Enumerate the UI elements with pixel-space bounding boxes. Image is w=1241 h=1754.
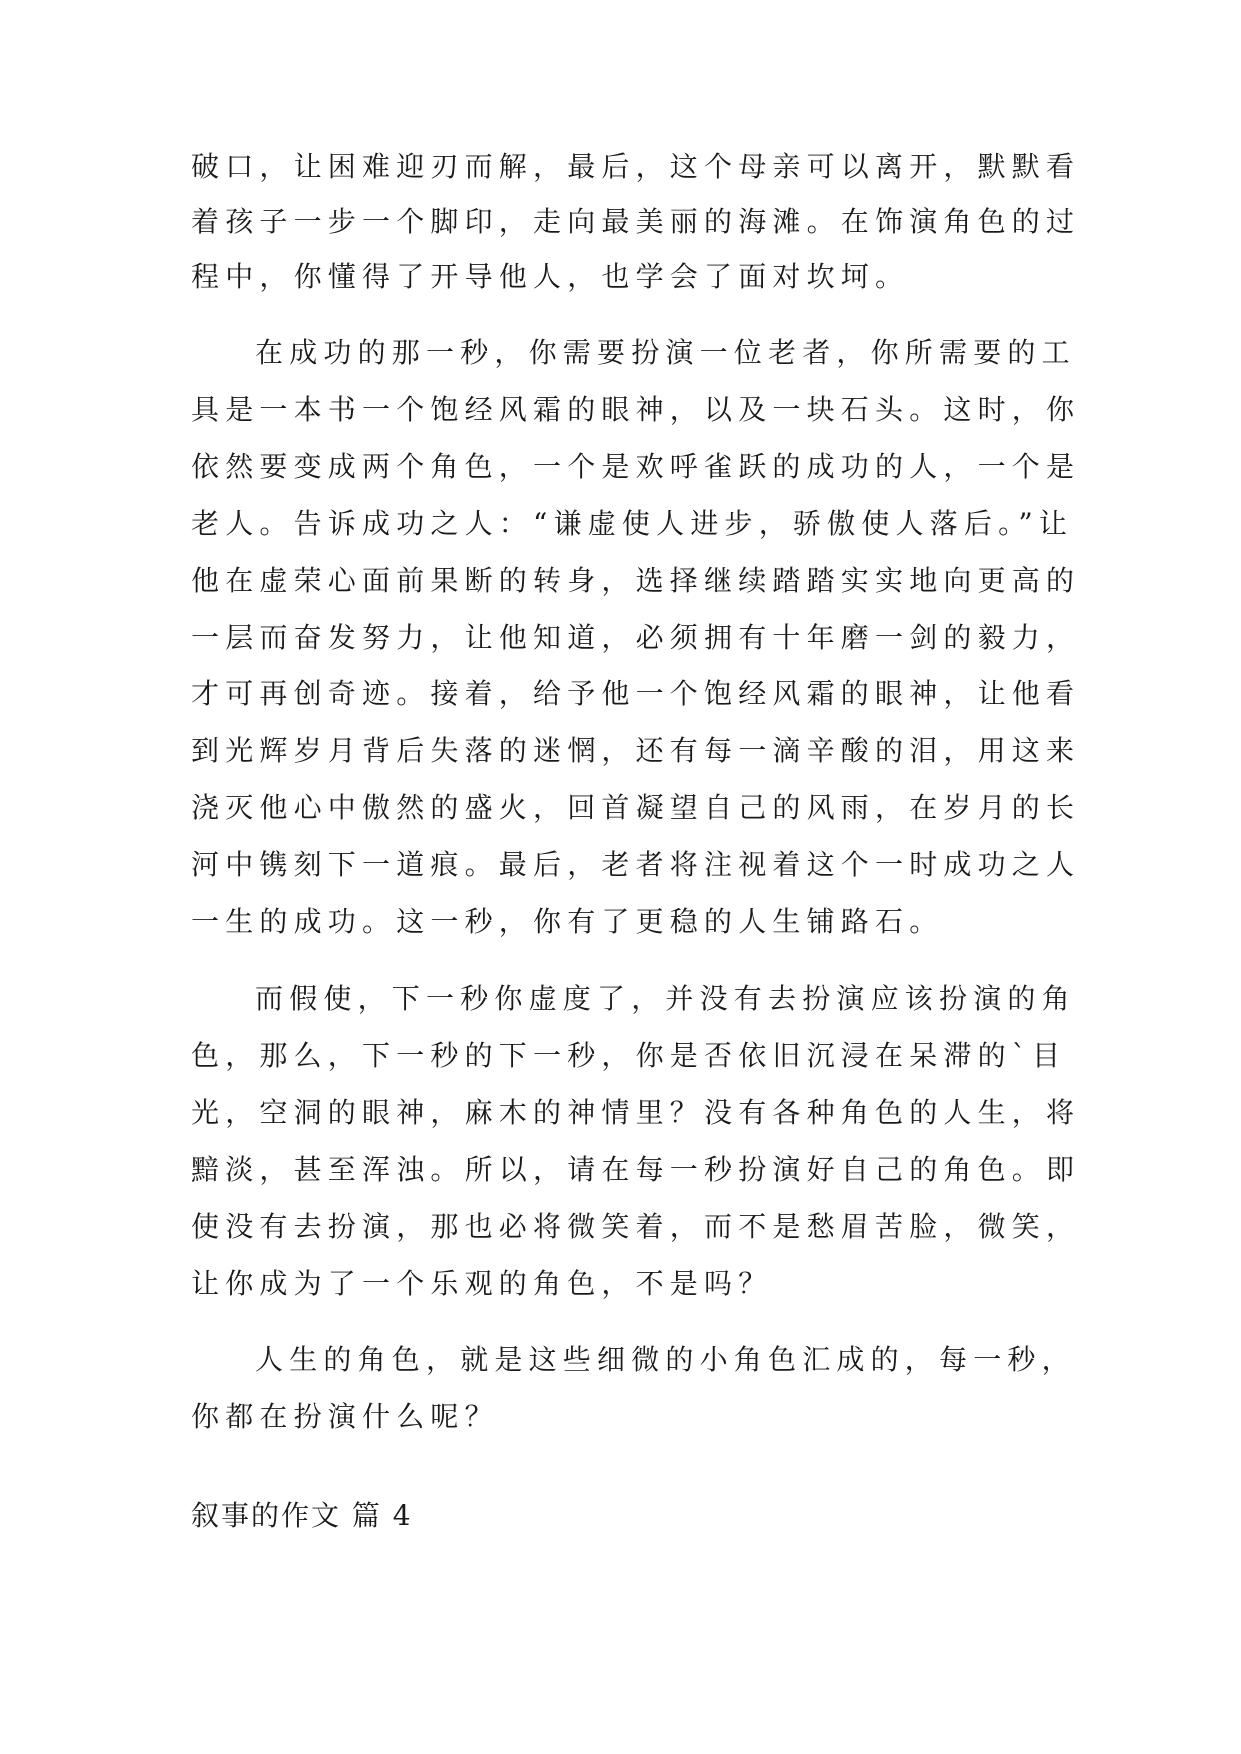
paragraph-line: 着孩子一步一个脚印，走向最美丽的海滩。在饰演角色的过 <box>191 205 1081 238</box>
section-heading: 叙事的作文 篇 4 <box>191 1499 413 1532</box>
paragraph-line: 河中镌刻下一道痕。最后，老者将注视着这个一时成功之人 <box>191 848 1081 881</box>
paragraph-line: 你都在扮演什么呢？ <box>191 1400 499 1433</box>
paragraph-line: 让你成为了一个乐观的角色，不是吗？ <box>191 1267 773 1300</box>
paragraph-line: 到光辉岁月背后失落的迷惘，还有每一滴辛酸的泪，用这来 <box>191 734 1081 767</box>
paragraph-line: 他在虚荣心面前果断的转身，选择继续踏踏实实地向更高的 <box>191 564 1081 597</box>
paragraph-line: 人生的角色，就是这些细微的小角色汇成的，每一秒， <box>255 1343 1076 1376</box>
paragraph-line: 色，那么，下一秒的下一秒，你是否依旧沉浸在呆滞的`目 <box>191 1039 1067 1072</box>
paragraph-line: 使没有去扮演，那也必将微笑着，而不是愁眉苦脸，微笑， <box>191 1210 1081 1243</box>
paragraph-line: 依然要变成两个角色，一个是欢呼雀跃的成功的人，一个是 <box>191 450 1081 483</box>
paragraph-line: 破口，让困难迎刃而解，最后，这个母亲可以离开，默默看 <box>191 150 1081 183</box>
paragraph-line: 才可再创奇迹。接着，给予他一个饱经风霜的眼神，让他看 <box>191 677 1081 710</box>
paragraph-line: 浇灭他心中傲然的盛火，回首凝望自己的风雨，在岁月的长 <box>191 791 1081 824</box>
paragraph-line: 而假使，下一秒你虚度了，并没有去扮演应该扮演的角 <box>255 982 1076 1015</box>
paragraph-line: 一层而奋发努力，让他知道，必须拥有十年磨一剑的毅力， <box>191 621 1081 654</box>
paragraph-line: 在成功的那一秒，你需要扮演一位老者，你所需要的工 <box>255 336 1076 369</box>
paragraph-line: 具是一本书一个饱经风霜的眼神，以及一块石头。这时，你 <box>191 393 1081 426</box>
paragraph-line: 老人。告诉成功之人：“谦虚使人进步，骄傲使人落后。”让 <box>191 507 1074 540</box>
paragraph-line: 一生的成功。这一秒，你有了更稳的人生铺路石。 <box>191 905 944 938</box>
paragraph-line: 程中，你懂得了开导他人，也学会了面对坎坷。 <box>191 260 910 293</box>
paragraph-line: 黯淡，甚至浑浊。所以，请在每一秒扮演好自己的角色。即 <box>191 1153 1081 1186</box>
paragraph-line: 光，空洞的眼神，麻木的神情里？没有各种角色的人生，将 <box>191 1096 1081 1129</box>
